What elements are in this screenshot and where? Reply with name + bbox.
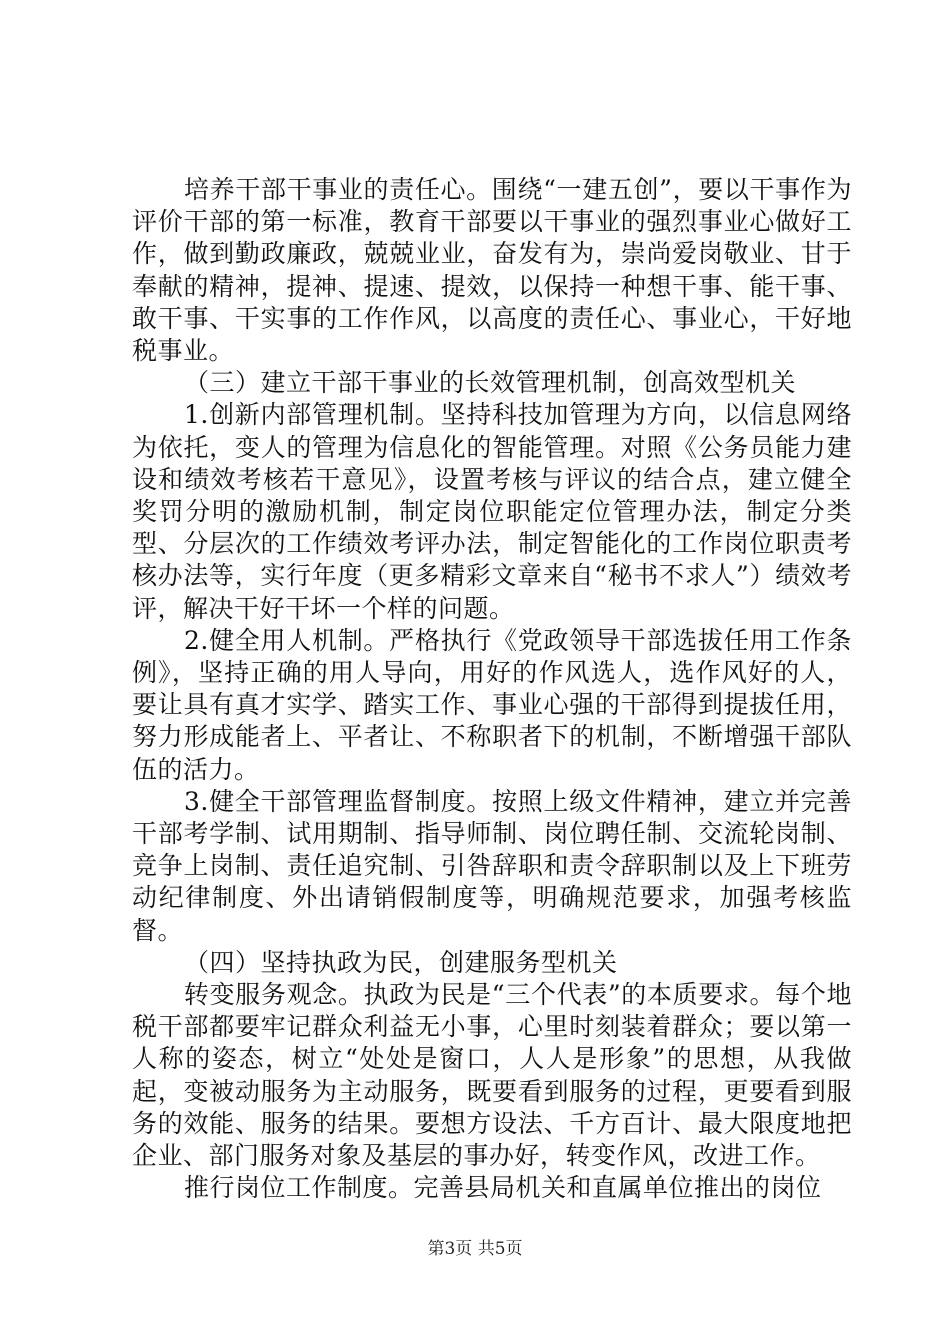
paragraph-employment-mechanism: 2.健全用人机制。严格执行《党政领导干部选拔任用工作条例》，坚持正确的用人导向，用好的作风选人，选作风好的人，要让具有真才实学、踏实工作、事业心强的干部得到提拔任用，努力形成能者上、平者让、不称职者下的机制，不断增强干部队伍的活力。 [132, 625, 852, 784]
page-number-footer: 第3页 共5页 [427, 1239, 523, 1259]
paragraph-responsibility: 培养干部干事业的责任心。围绕“一建五创”，要以干事作为评价干部的第一标准，教育干部要以干事业的强烈事业心做好工作，做到勤政廉政，兢兢业业，奋发有为，崇尚爱岗敬业、甘于奉献的精神，提神、提速、提效，以保持一种想干事、能干事、敢干事、干实事的工作作风，以高度的责任心、事业心，干好地税事业。 [132, 175, 852, 366]
paragraph-internal-management: 1.创新内部管理机制。坚持科技加管理为方向，以信息网络为依托，变人的管理为信息化的智能管理。对照《公务员能力建设和绩效考核若干意见》，设置考核与评议的结合点，建立健全奖罚分明的激励机制，制定岗位职能定位管理办法，制定分类型、分层次的工作绩效考评办法，制定智能化的工作岗位职责考核办法等，实行年度（更多精彩文章来自“秘书不求人”）绩效考评，解决干好干坏一个样的问题。 [132, 400, 852, 623]
section-heading-4: （四）坚持执政为民，创建服务型机关 [184, 947, 618, 977]
section-heading-3: （三）建立干部干事业的长效管理机制，创高效型机关 [184, 368, 797, 398]
paragraph-service-concept: 转变服务观念。执政为民是“三个代表”的本质要求。每个地税干部都要牢记群众利益无小事，心里时刻装着群众；要以第一人称的姿态，树立“处处是窗口，人人是形象”的思想，从我做起，变被动服务为主动服务，既要看到服务的过程，更要看到服务的效能、服务的结果。要想方设法、千方百计、最大限度地把企业、部门服务对象及基层的事办好，转变作风，改进工作。 [132, 980, 852, 1171]
paragraph-post-system: 推行岗位工作制度。完善县局机关和直属单位推出的岗位 [184, 1173, 822, 1203]
paragraph-supervision-system: 3.健全干部管理监督制度。按照上级文件精神，建立并完善干部考学制、试用期制、指导师制、岗位聘任制、交流轮岗制、竞争上岗制、责任追究制、引咎辞职和责令辞职制以及上下班劳动纪律制度、外出请销假制度等，明确规范要求，加强考核监督。 [132, 786, 852, 945]
document-body [132, 174, 852, 1205]
